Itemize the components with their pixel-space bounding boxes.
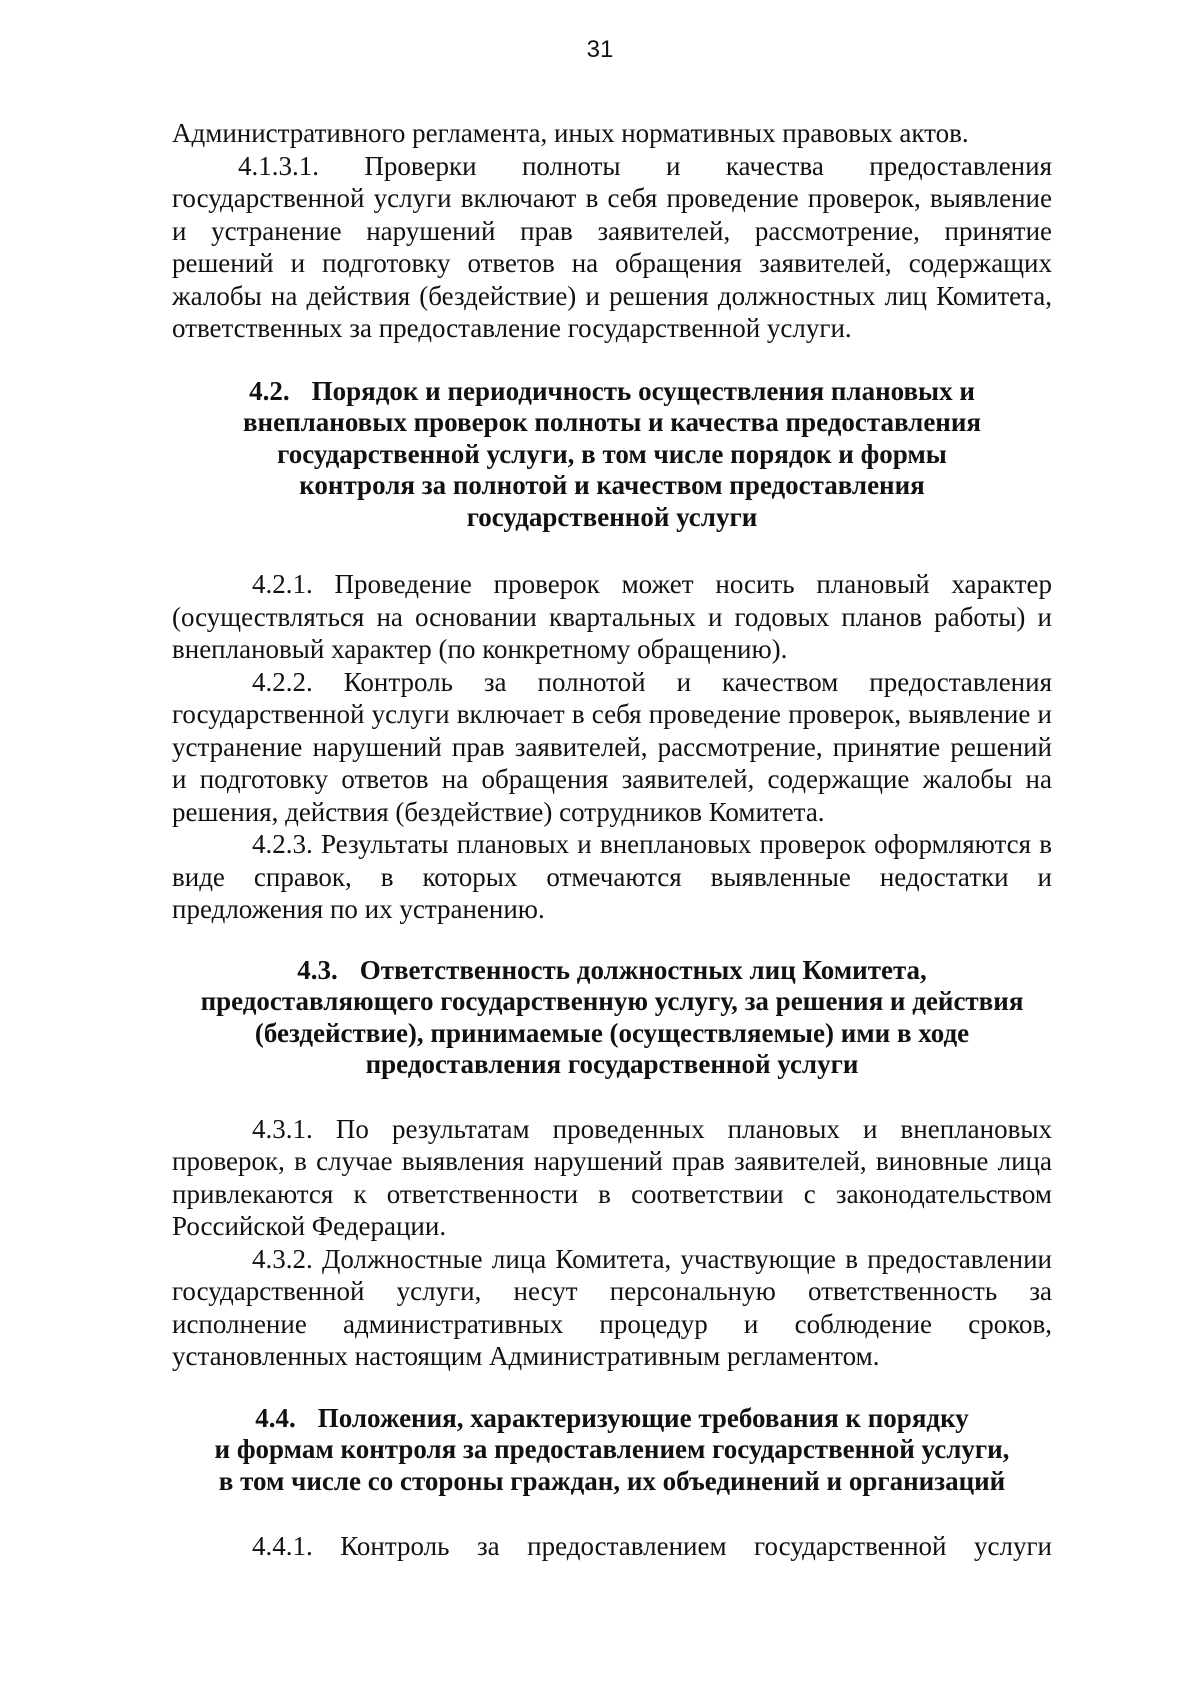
paragraph-4-2-3: 4.2.3. Результаты плановых и внеплановых проверок оформляются в виде справок, в которых отмечаются выявленные недостатки и предложения по их устранению. xyxy=(172,829,1052,924)
heading-line: контроля за полнотой и качеством предоставления xyxy=(299,470,925,500)
heading-line: государственной услуги xyxy=(466,501,758,532)
paragraph-4-3-2: 4.3.2. Должностные лица Комитета, участвующие в предоставлении государственной услуги, несут персональную ответственность за исполнение административных процедур и соблюдение сроков, установленных настоящим Административным регламентом. xyxy=(172,1243,1052,1371)
heading-line: и формам контроля за предоставлением государственной услуги, xyxy=(214,1434,1010,1464)
paragraph-continuation: Административного регламента, иных нормативных правовых актов. xyxy=(172,118,969,148)
heading-line: в том числе со стороны граждан, их объединений и организаций xyxy=(218,1465,1006,1496)
section-heading-4-3 xyxy=(172,955,1052,1081)
heading-line: Ответственность должностных лиц Комитета, xyxy=(359,954,927,985)
section-number: 4.4. xyxy=(255,1402,296,1433)
section-number: 4.3. xyxy=(297,954,338,985)
paragraph-4-3-1: 4.3.1. По результатам проведенных плановых и внеплановых проверок, в случае выявления нарушений прав заявителей, виновные лица привлекаются к ответственности в соответствии с законодательством Российской Федерации. xyxy=(172,1113,1052,1241)
heading-line: (бездействие), принимаемые (осуществляемые) ими в ходе xyxy=(254,1017,970,1048)
paragraph-4-1-3-1: 4.1.3.1. Проверки полноты и качества предоставления государственной услуги включают в себя проведение проверок, выявление и устранение нарушений прав заявителей, рассмотрение, принятие решений и подготовку ответов на обращения заявителей, содержащих жалобы на действия (бездействие) и решения должностных лиц Комитета, ответственных за предоставление государственной услуги. xyxy=(172,150,1052,343)
paragraph-4-4-1: 4.4.1. Контроль за предоставлением государственной услуги xyxy=(252,1531,1052,1561)
heading-line: государственной услуги, в том числе порядок и формы xyxy=(277,438,947,469)
section-heading-4-4 xyxy=(172,1403,1052,1498)
heading-line: предоставления государственной услуги xyxy=(365,1049,859,1079)
page-number: 31 xyxy=(586,36,614,63)
heading-line: внеплановых проверок полноты и качества предоставления xyxy=(242,407,982,437)
heading-line: предоставляющего государственную услугу, за решения и действия xyxy=(200,986,1024,1016)
heading-line: Порядок и периодичность осуществления плановых и xyxy=(311,375,975,406)
section-number: 4.2. xyxy=(249,375,290,406)
heading-line: Положения, характеризующие требования к порядку xyxy=(317,1402,969,1433)
document-body xyxy=(172,117,1052,1563)
paragraph-4-2-2: 4.2.2. Контроль за полнотой и качеством предоставления государственной услуги включает в себя проведение проверок, выявление и устранение нарушений прав заявителей, рассмотрение, принятие решений и подготовку ответов на обращения заявителей, содержащие жалобы на решения, действия (бездействие) сотрудников Комитета. xyxy=(172,666,1052,827)
section-heading-4-2 xyxy=(172,376,1052,534)
paragraph-4-2-1: 4.2.1. Проведение проверок может носить плановый характер (осуществляться на основании квартальных и годовых планов работы) и внеплановый характер (по конкретному обращению). xyxy=(172,569,1052,664)
